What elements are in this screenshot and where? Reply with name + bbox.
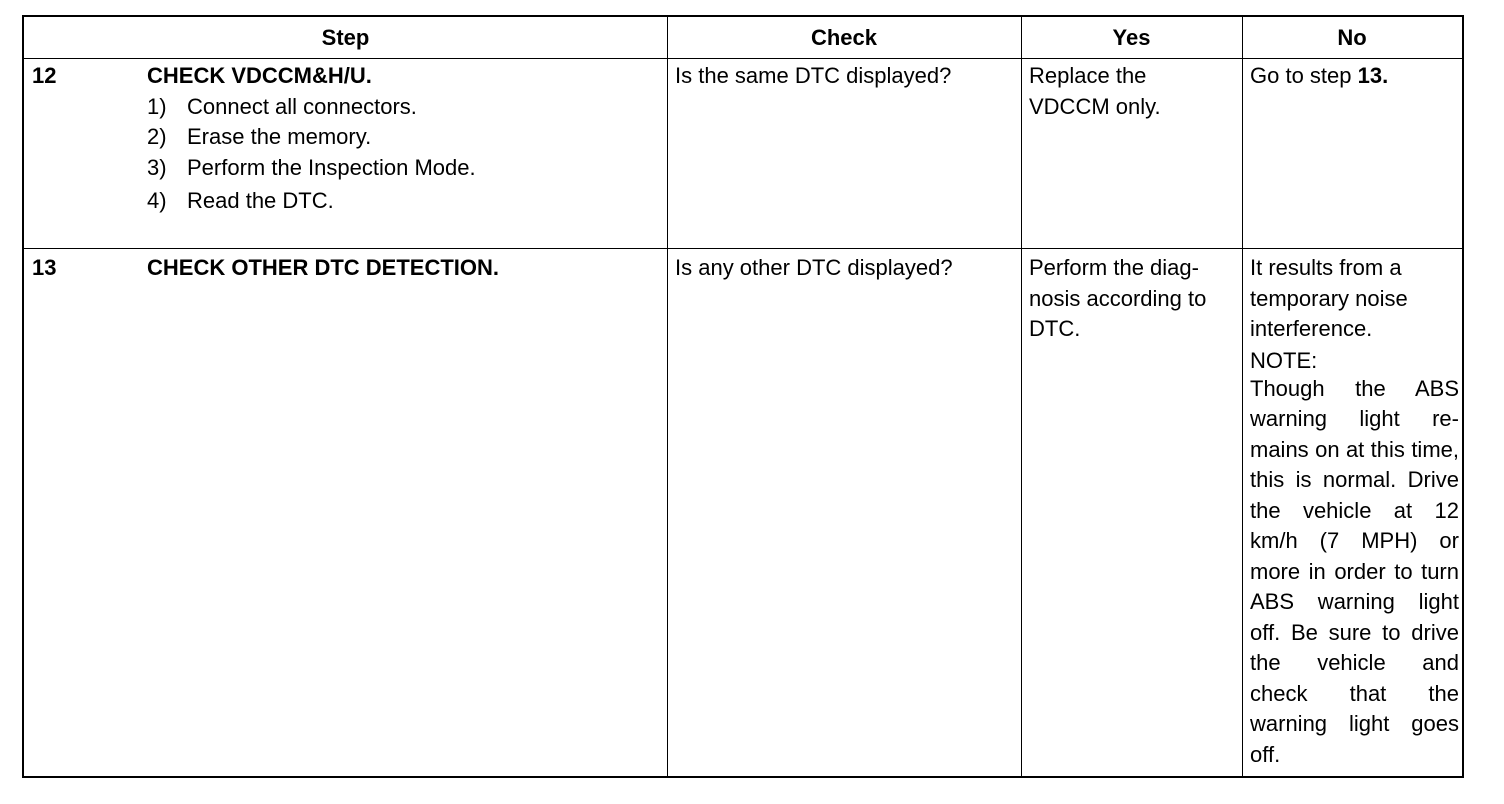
header-check: Check: [810, 25, 878, 50]
check-13: Is any other DTC displayed?: [675, 255, 953, 280]
substep: 4) Read the DTC.: [147, 188, 334, 213]
yes-12: Replace the VDCCM only.: [1029, 63, 1161, 119]
column-divider: [667, 17, 668, 776]
header-no: No: [1337, 25, 1367, 50]
column-divider: [1021, 17, 1022, 776]
step-12-content: [147, 61, 647, 217]
check-12: Is the same DTC displayed?: [675, 63, 952, 88]
no-13: It results from a temporary noise interference. NOTE: Though the ABS warning light re-mains on at this time, this is normal. Drive the vehicle at 12 km/h (7 MPH) or more in order to turn ABS warning light off. Be sure to drive the vehicle and check that the warning light goes off.: [1250, 253, 1459, 770]
step-12-title: CHECK VDCCM&H/U.: [147, 63, 372, 88]
header-yes: Yes: [1112, 25, 1151, 50]
note-label: NOTE:: [1250, 347, 1318, 373]
substep: 2) Erase the memory.: [147, 124, 372, 149]
step-number-13: 13: [32, 255, 57, 280]
yes-13: Perform the diag- nosis according to DTC.: [1029, 255, 1207, 341]
note-text: Though the ABS warning light re-mains on at this time, this is normal. Drive the vehicle at 12 km/h (7 MPH) or more in order to turn ABS warning light off. Be sure to drive the vehicle and check that the warning light goes off.: [1250, 375, 1459, 767]
row-divider: [24, 248, 1462, 249]
substep: 3) Perform the Inspection Mode.: [147, 154, 476, 180]
column-divider: [1242, 17, 1243, 776]
header-step: Step: [321, 25, 370, 50]
step-13-title: CHECK OTHER DTC DETECTION.: [147, 255, 499, 280]
substep: 1) Connect all connectors.: [147, 93, 417, 119]
diagnostic-table: [22, 15, 1464, 778]
no-12: Go to step 13.: [1250, 63, 1389, 88]
step-number-12: 12: [32, 63, 57, 88]
